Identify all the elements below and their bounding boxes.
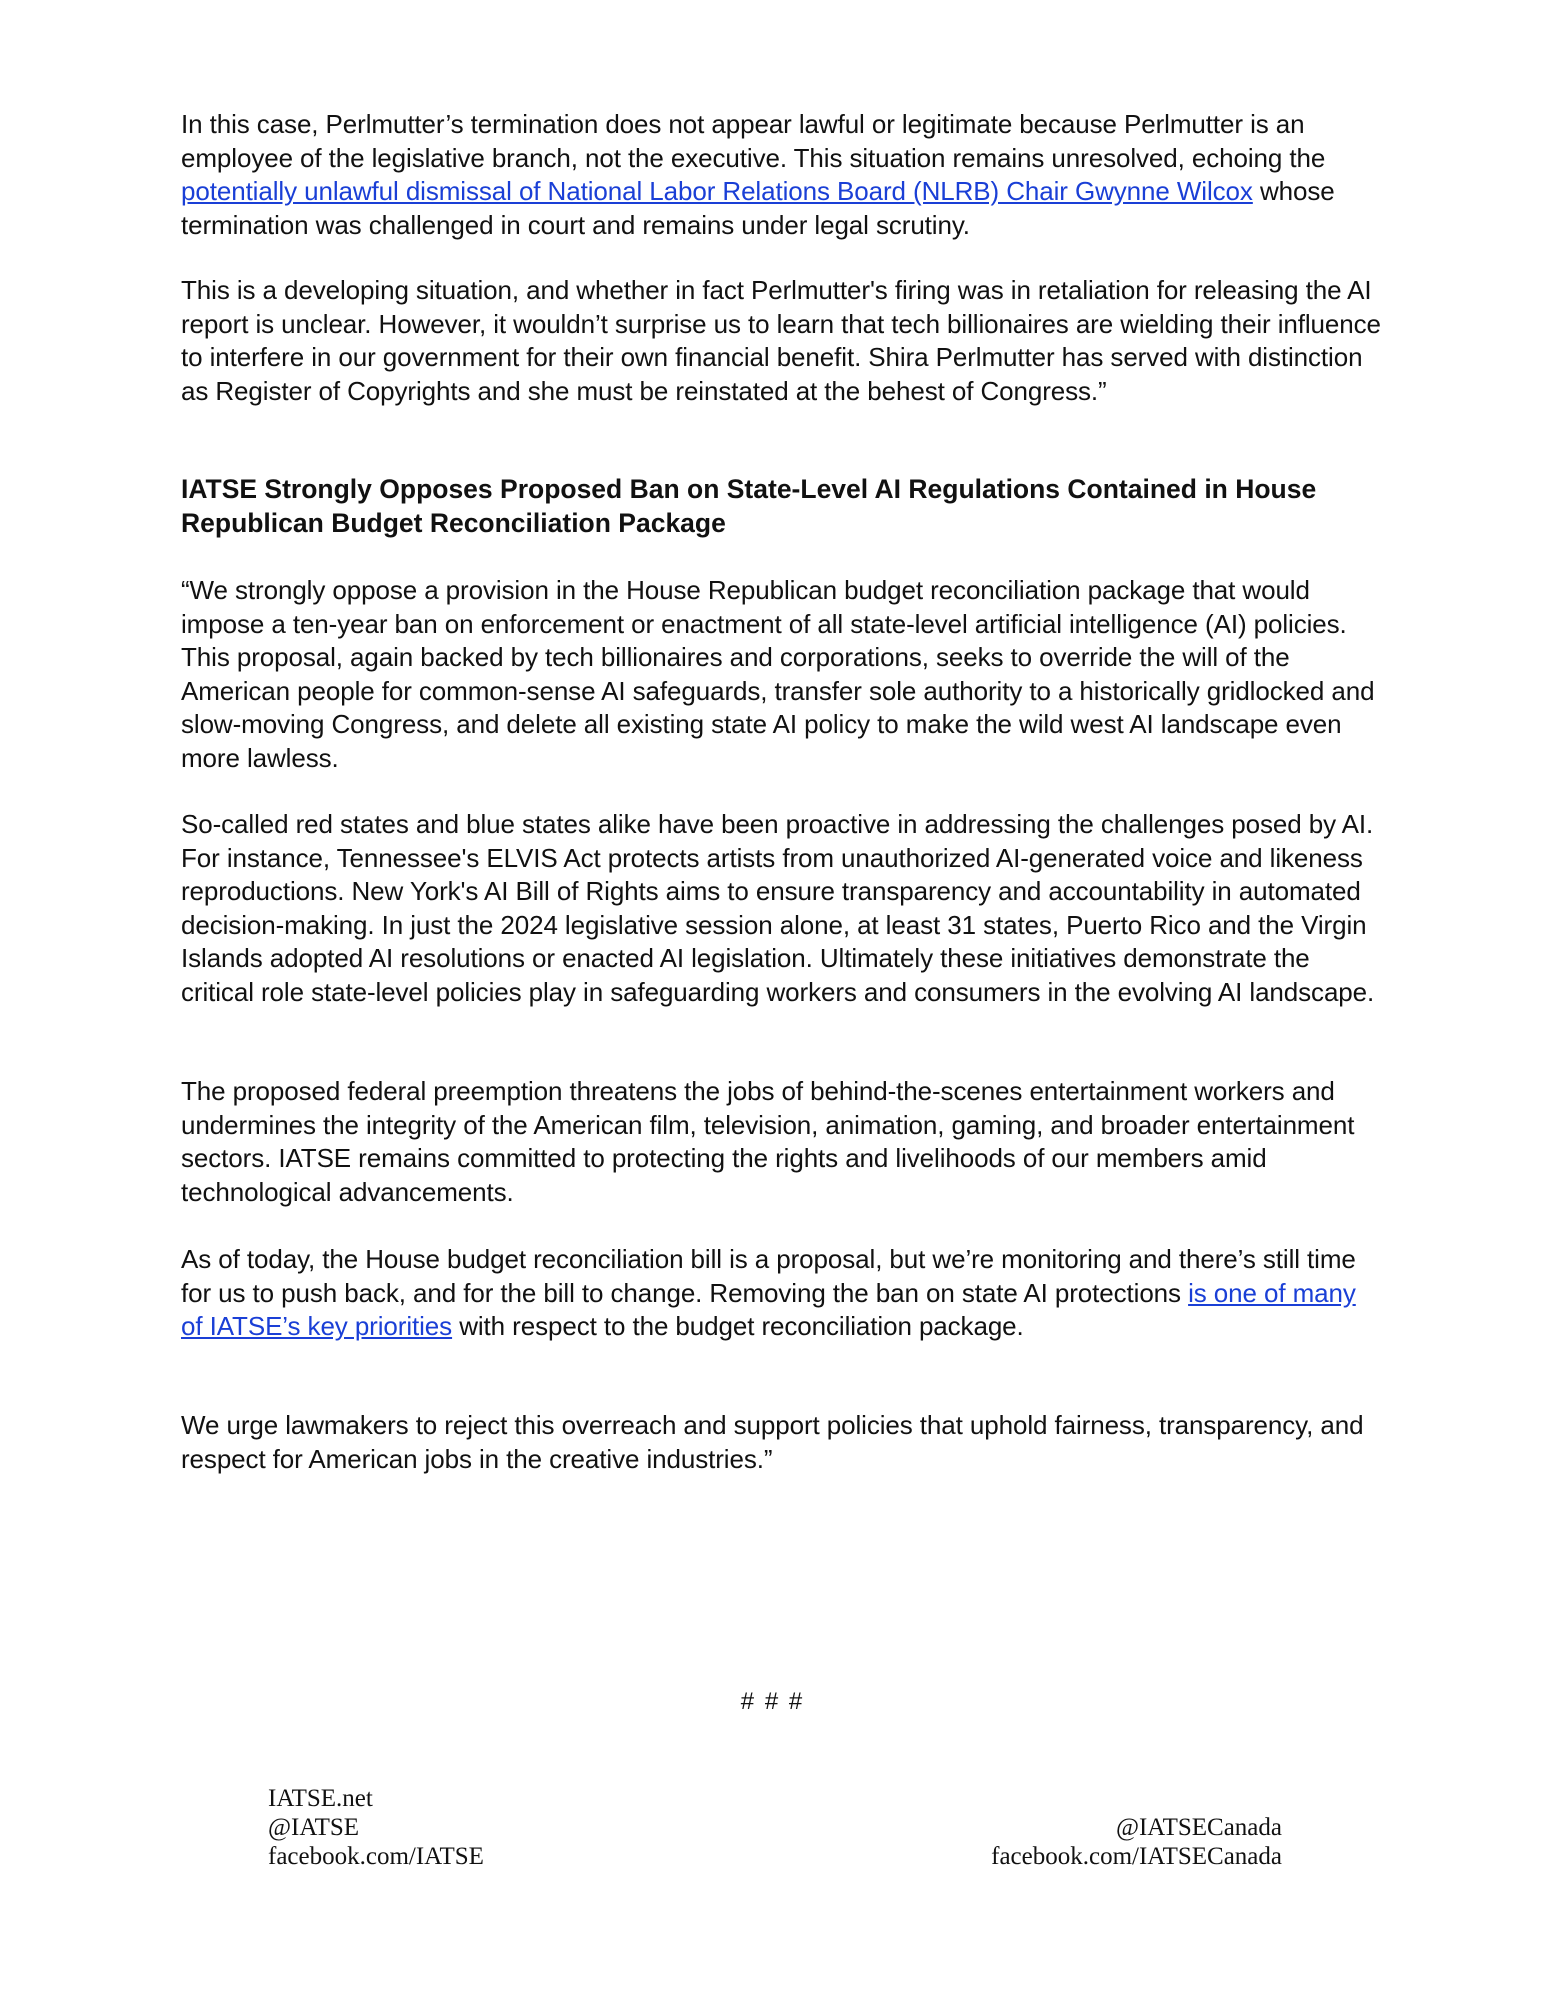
footer-contact-canada (955, 1813, 1282, 1871)
nlrb-dismissal-link[interactable]: potentially unlawful dismissal of National Labor Relations Board (NLRB) Chair Gwynne Wilcox (181, 176, 1253, 206)
paragraph-monitoring (181, 1243, 1381, 1344)
paragraph-federal-preemption: The proposed federal preemption threatens the jobs of behind-the-scenes entertainment workers and undermines the integrity of the American film, television, animation, gaming, and broader entertainment sectors. IATSE remains committed to protecting the rights and livelihoods of our members amid technological advancements. (181, 1076, 1355, 1207)
footer-facebook-canada: facebook.com/IATSECanada (991, 1843, 1282, 1870)
paragraph-termination (181, 108, 1381, 242)
key-priorities-link[interactable]: is one of many of IATSE’s key priorities (181, 1277, 1356, 1341)
footer-facebook: facebook.com/IATSE (268, 1843, 484, 1870)
section-heading: IATSE Strongly Opposes Proposed Ban on State-Level AI Regulations Contained in House Republican Budget Reconciliation Package (181, 474, 1317, 538)
paragraph-text: As of today, the House budget reconciliation bill is a proposal, but we’re monitoring and there’s still time for us to push back, and for the bill to change. Removing the ban on state AI protections (181, 1244, 1356, 1308)
paragraph-urge-lawmakers: We urge lawmakers to reject this overreach and support policies that uphold fairness, transparency, and respect for American jobs in the creative industries.” (181, 1410, 1364, 1474)
paragraph-oppose-provision: “We strongly oppose a provision in the House Republican budget reconciliation package that would impose a ten-year ban on enforcement or enactment of all state-level artificial intelligence (AI) policies. This proposal, again backed by tech billionaires and corporations, seeks to override the will of the American people for common-sense AI safeguards, transfer sole authority to a historically gridlocked and slow-moving Congress, and delete all existing state AI policy to make the wild west AI landscape even more lawless. (181, 575, 1375, 773)
footer-contact-us (268, 1784, 484, 1871)
paragraph-states-proactive: So-called red states and blue states alike have been proactive in addressing the challenges posed by AI. For instance, Tennessee's ELVIS Act protects artists from unauthorized AI-generated voice and likeness reproductions. New York's AI Bill of Rights aims to ensure transparency and accountability in automated decision-making. In just the 2024 legislative session alone, at least 31 states, Puerto Rico and the Virgin Islands adopted AI resolutions or enacted AI legislation. Ultimately these initiatives demonstrate the critical role state-level policies play in safeguarding workers and consumers in the evolving AI landscape. (181, 809, 1375, 1007)
paragraph-developing-situation: This is a developing situation, and whether in fact Perlmutter's firing was in retaliation for releasing the AI report is unclear. However, it wouldn’t surprise us to learn that tech billionaires are wielding their influence to interfere in our government for their own financial benefit. Shira Perlmutter has served with distinction as Register of Copyrights and she must be reinstated at the behest of Congress.” (181, 275, 1381, 406)
paragraph-text: whose termination was challenged in court and remains under legal scrutiny. (181, 176, 1335, 240)
footer-twitter-handle: @IATSE (268, 1814, 360, 1841)
paragraph-text: with respect to the budget reconciliation package. (452, 1311, 1024, 1341)
paragraph-text: In this case, Perlmutter’s termination does not appear lawful or legitimate because Perlmutter is an employee of the legislative branch, not the executive. This situation remains unresolved, echoing the (181, 109, 1326, 173)
end-mark: # # # (740, 1688, 805, 1715)
footer-website: IATSE.net (268, 1785, 373, 1812)
footer-twitter-handle-canada: @IATSECanada (1115, 1814, 1282, 1841)
